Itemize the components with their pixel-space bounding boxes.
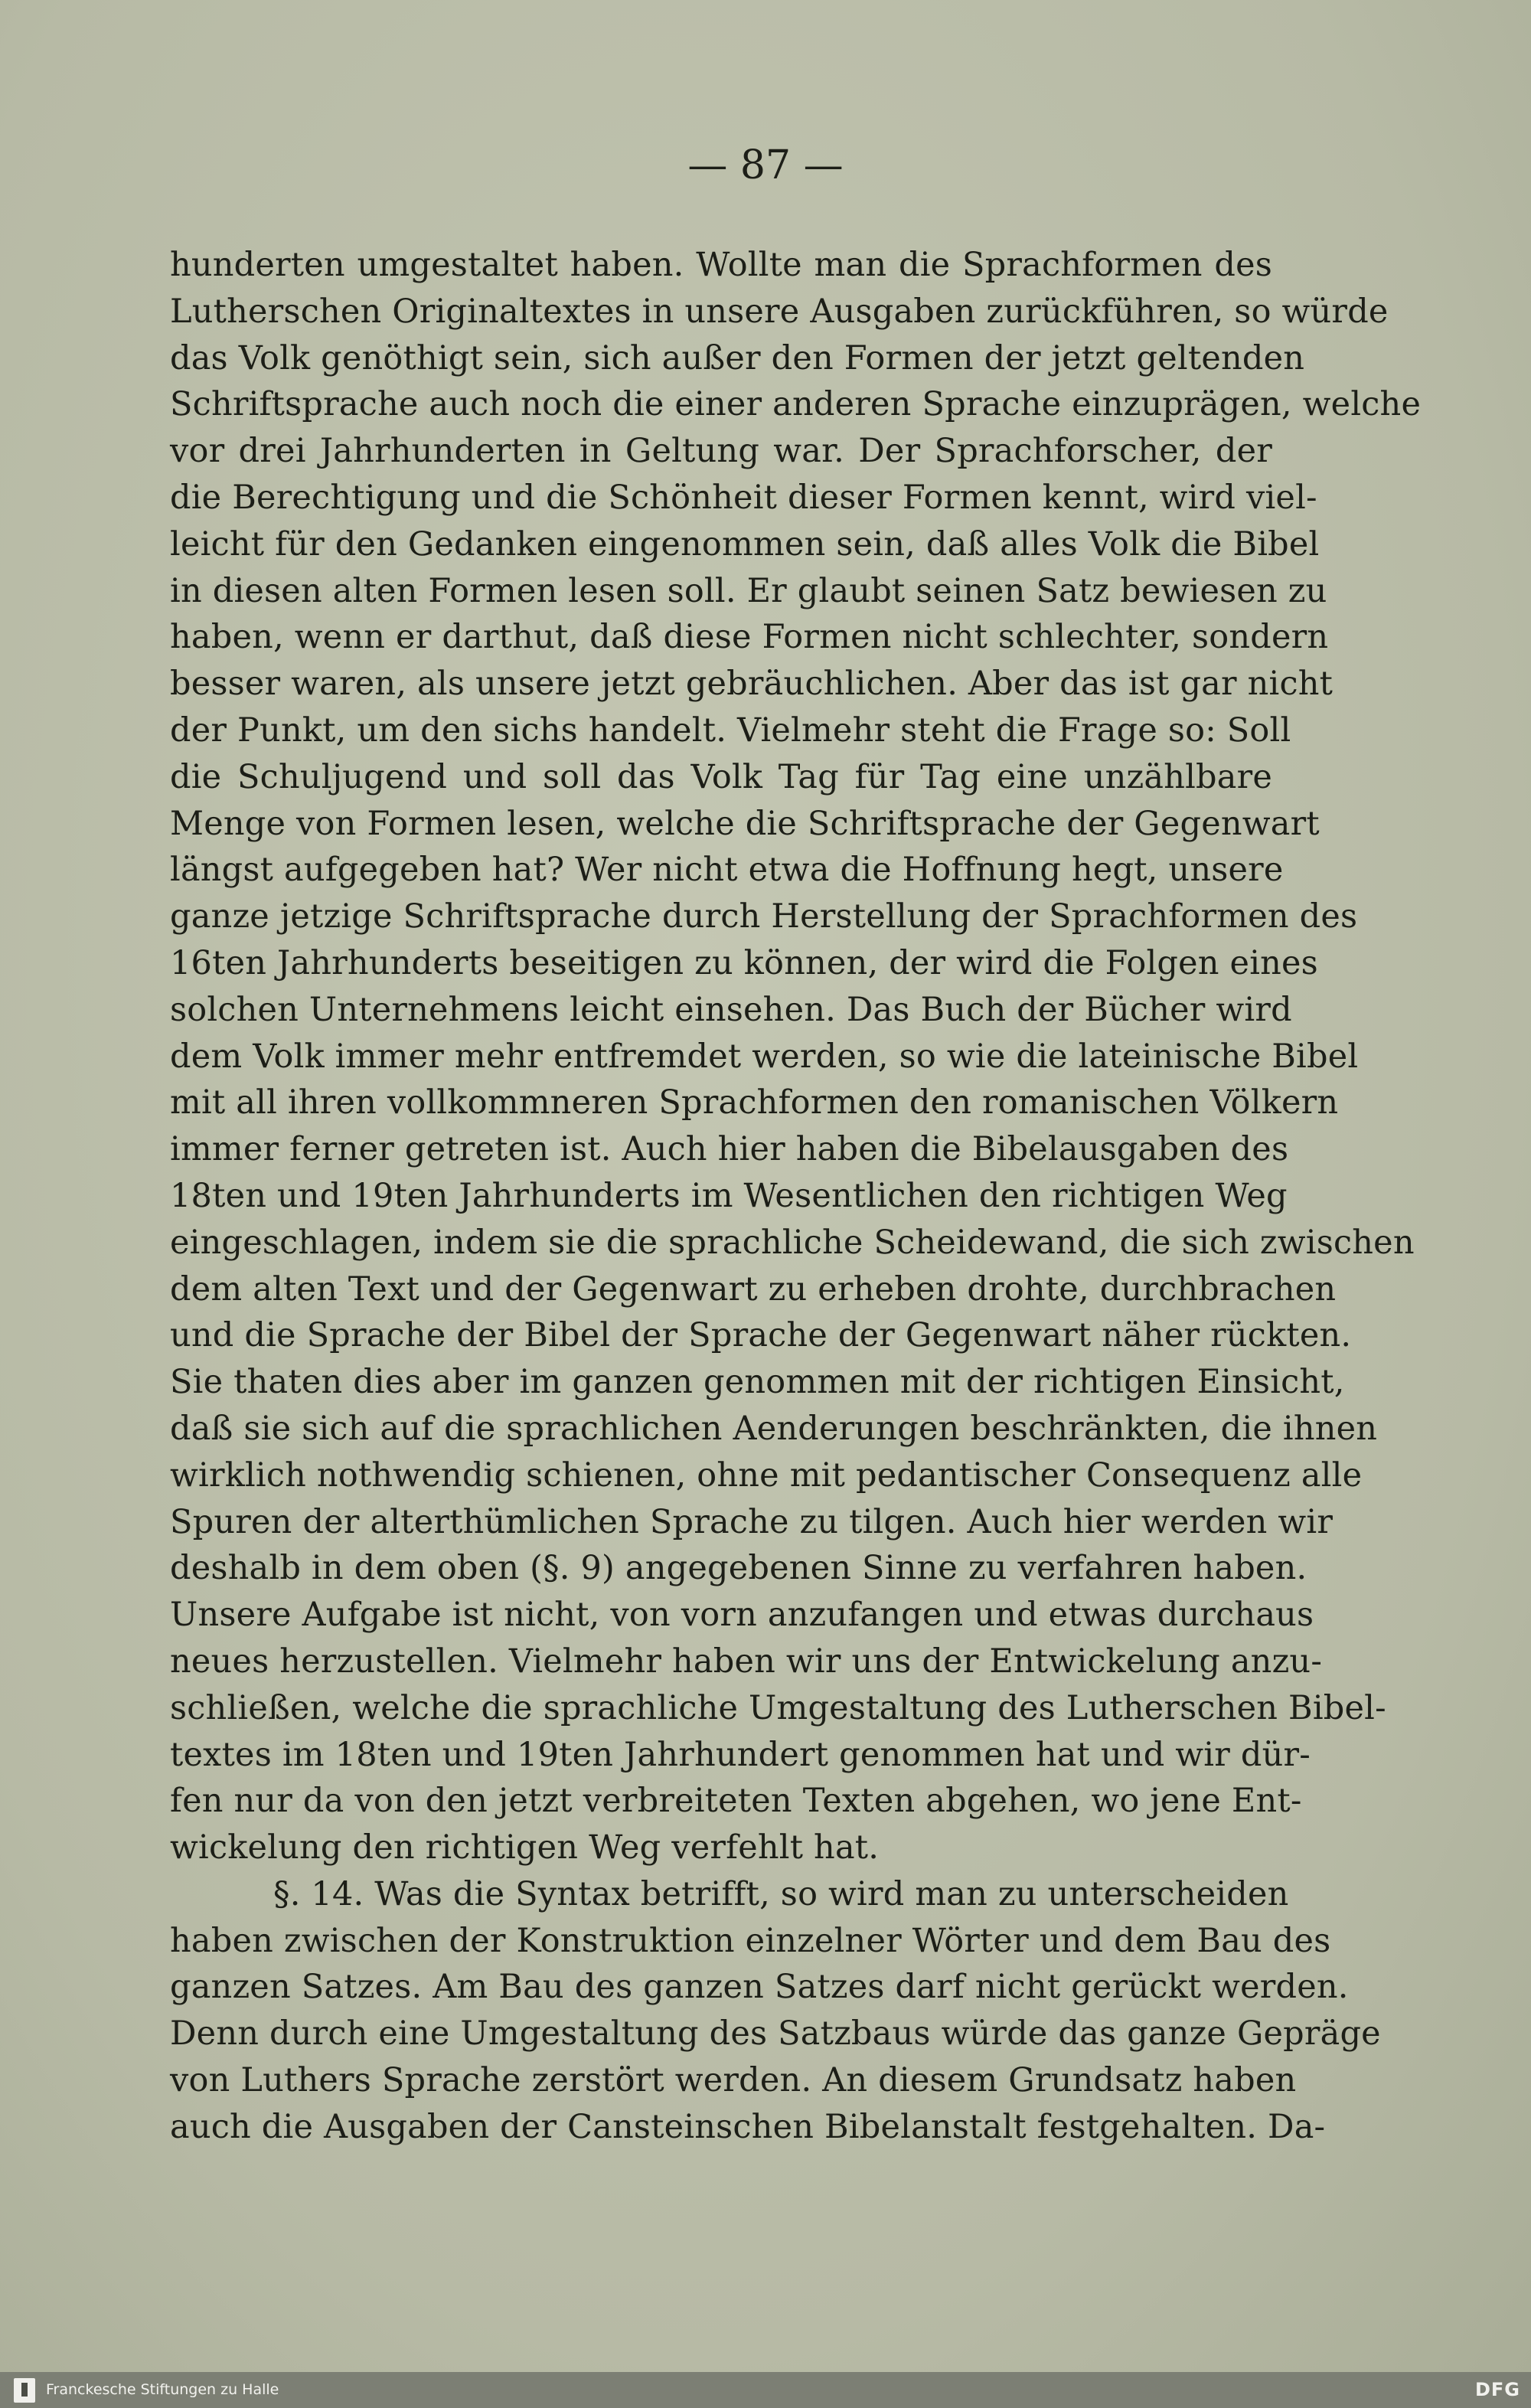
text-line: Unsere Aufgabe ist nicht, von vorn anzufangen und etwas durchaus: [170, 1596, 1314, 1635]
text-line: auch die Ausgaben der Cansteinschen Bibelanstalt festgehalten. Da-: [170, 2107, 1326, 2146]
page-number: — 87 —: [687, 142, 844, 188]
text-line: hunderten umgestaltet haben. Wollte man die Sprachformen des: [170, 246, 1272, 284]
text-line: leicht für den Gedanken eingenommen sein, daß alles Volk die Bibel: [170, 524, 1320, 564]
text-line: von Luthers Sprache zerstört werden. An diesem Grundsatz haben: [170, 2061, 1297, 2100]
viewer-footer: [0, 2372, 1531, 2408]
text-line: schließen, welche die sprachliche Umgestaltung des Lutherschen Bibel-: [170, 1688, 1386, 1727]
text-line: Schriftsprache auch noch die einer anderen Sprache einzuprägen, welche: [170, 385, 1422, 424]
text-line: die Berechtigung und die Schönheit dieser Formen kennt, wird viel-: [170, 478, 1317, 517]
text-line: deshalb in dem oben (§. 9) angegebenen Sinne zu verfahren haben.: [170, 1549, 1307, 1588]
text-line: mit all ihren vollkommneren Sprachformen den romanischen Völkern: [170, 1083, 1339, 1122]
text-line: textes im 18ten und 19ten Jahrhundert genommen hat und wir dür-: [170, 1735, 1311, 1774]
text-line: Sie thaten dies aber im ganzen genommen mit der richtigen Einsicht,: [170, 1363, 1345, 1402]
body-text: [170, 242, 1422, 2151]
text-line: neues herzustellen. Vielmehr haben wir uns der Entwickelung anzu-: [170, 1642, 1323, 1681]
text-line: solchen Unternehmens leicht einsehen. Das Buch der Bücher wird: [170, 990, 1292, 1029]
text-line: haben, wenn er darthut, daß diese Formen nicht schlechter, sondern: [170, 618, 1329, 657]
text-line: der Punkt, um den sichs handelt. Vielmehr steht die Frage so: Soll: [170, 711, 1291, 750]
text-line: Denn durch eine Umgestaltung des Satzbaus würde das ganze Gepräge: [170, 2014, 1381, 2053]
text-line: dem alten Text und der Gegenwart zu erheben drohte, durchbrachen: [170, 1269, 1337, 1309]
text-line: haben zwischen der Konstruktion einzelner Wörter und dem Bau des: [170, 1921, 1331, 1960]
text-line: eingeschlagen, indem sie die sprachliche Scheidewand, die sich zwischen: [170, 1223, 1415, 1262]
text-line: das Volk genöthigt sein, sich außer den Formen der jetzt geltenden: [170, 338, 1305, 377]
text-line: Lutherschen Originaltextes in unsere Ausgaben zurückführen, so würde: [170, 292, 1389, 331]
text-line: und die Sprache der Bibel der Sprache der Gegenwart näher rückten.: [170, 1316, 1352, 1355]
text-line: ganze jetzige Schriftsprache durch Herstellung der Sprachformen des: [170, 897, 1358, 936]
text-line: vor drei Jahrhunderten in Geltung war. Der Sprachforscher, der: [170, 432, 1272, 471]
text-line: daß sie sich auf die sprachlichen Aenderungen beschränkten, die ihnen: [170, 1409, 1378, 1448]
text-line: wirklich nothwendig schienen, ohne mit pedantischer Consequenz alle: [170, 1456, 1363, 1495]
text-line: die Schuljugend und soll das Volk Tag für Tag eine unzählbare: [170, 757, 1272, 796]
text-line: fen nur da von den jetzt verbreiteten Texten abgehen, wo jene Ent-: [170, 1782, 1302, 1821]
text-line: in diesen alten Formen lesen soll. Er glaubt seinen Satz bewiesen zu: [170, 571, 1327, 610]
text-line: 16ten Jahrhunderts beseitigen zu können, der wird die Folgen eines: [170, 943, 1318, 982]
text-line: wickelung den richtigen Weg verfehlt hat.: [170, 1828, 880, 1867]
text-line: 18ten und 19ten Jahrhunderts im Wesentlichen den richtigen Weg: [170, 1176, 1288, 1215]
institution-seal-icon: [14, 2378, 35, 2403]
dfg-logo[interactable]: DFG: [1474, 2379, 1520, 2400]
text-line: längst aufgegeben hat? Wer nicht etwa die Hoffnung hegt, unsere: [170, 851, 1284, 890]
institution-name[interactable]: Franckesche Stiftungen zu Halle: [46, 2381, 279, 2398]
text-line: Spuren der alterthümlichen Sprache zu tilgen. Auch hier werden wir: [170, 1502, 1334, 1541]
text-line: ganzen Satzes. Am Bau des ganzen Satzes darf nicht gerückt werden.: [170, 1968, 1349, 2007]
text-line: §. 14. Was die Syntax betrifft, so wird man zu unterscheiden: [273, 1874, 1289, 1913]
text-line: dem Volk immer mehr entfremdet werden, so wie die lateinische Bibel: [170, 1037, 1359, 1076]
text-line: immer ferner getreten ist. Auch hier haben die Bibelausgaben des: [170, 1130, 1289, 1169]
text-line: Menge von Formen lesen, welche die Schriftsprache der Gegenwart: [170, 804, 1320, 843]
text-line: besser waren, als unsere jetzt gebräuchlichen. Aber das ist gar nicht: [170, 665, 1334, 704]
